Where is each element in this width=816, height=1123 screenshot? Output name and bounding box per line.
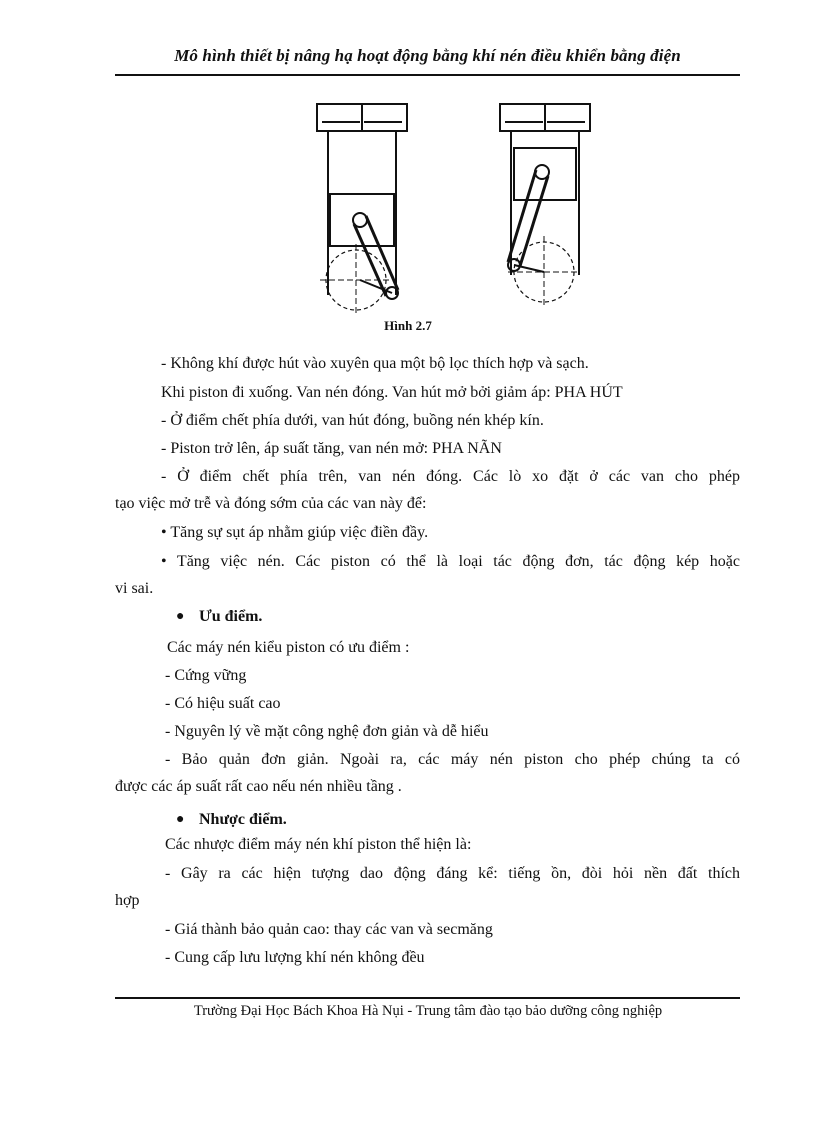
body-line: hợp bbox=[115, 892, 140, 909]
body-line: • Tăng việc nén. Các piston có thể là loại tác động đơn, tác động kép hoặc bbox=[161, 553, 740, 570]
header-rule bbox=[115, 74, 740, 76]
body-line: - Nguyên lý về mặt công nghệ đơn giản và dễ hiểu bbox=[165, 723, 489, 740]
body-line: - Cứng vững bbox=[165, 667, 247, 684]
right-piston bbox=[514, 148, 576, 200]
page-footer-text: Trường Đại Học Bách Khoa Hà Nụi - Trung tâm đào tạo bảo dưỡng công nghiệp bbox=[193, 1003, 663, 1019]
body-line: Các nhược điểm máy nén khí piston thể hiện là: bbox=[165, 836, 472, 853]
body-line: Khi piston đi xuống. Van nén đóng. Van hút mở bởi giảm áp: PHA HÚT bbox=[161, 384, 623, 401]
body-line: Các máy nén kiểu piston có ưu điểm : bbox=[167, 639, 410, 656]
body-line: - Gây ra các hiện tượng dao động đáng kể: tiếng ồn, đòi hỏi nền đất thích bbox=[165, 865, 740, 882]
body-line: • Tăng sự sụt áp nhằm giúp việc điền đầy. bbox=[161, 524, 429, 541]
footer-rule bbox=[115, 997, 740, 999]
body-line: tạo việc mở trễ và đóng sớm của các van này để: bbox=[115, 495, 427, 512]
body-line: - Piston trở lên, áp suất tăng, van nén mở: PHA NÃN bbox=[161, 440, 502, 457]
advantages-heading: Ưu điểm. bbox=[199, 608, 263, 625]
bullet-icon: ● bbox=[176, 812, 185, 827]
body-line: vi sai. bbox=[115, 580, 154, 597]
disadvantages-heading: Nhược điểm. bbox=[199, 811, 287, 828]
body-line: - Có hiệu suất cao bbox=[165, 695, 281, 712]
body-line: - Cung cấp lưu lượng khí nén không đều bbox=[165, 949, 425, 966]
page-header-title: Mô hình thiết bị nâng hạ hoạt động bằng khí nén điều khiển bằng điện bbox=[174, 46, 681, 65]
body-line: - Ở điểm chết phía trên, van nén đóng. Các lò xo đặt ở các van cho phép bbox=[161, 468, 740, 485]
figure-caption: Hình 2.7 bbox=[384, 318, 432, 333]
body-line: được các áp suất rất cao nếu nén nhiều tầng . bbox=[115, 778, 402, 795]
body-line: - Bảo quản đơn giản. Ngoài ra, các máy nén piston cho phép chúng ta có bbox=[165, 751, 740, 768]
piston-compressor-diagram bbox=[300, 100, 600, 322]
left-piston bbox=[330, 194, 394, 246]
body-line: - Ở điểm chết phía dưới, van hút đóng, buồng nén khép kín. bbox=[161, 412, 544, 429]
body-line: - Giá thành bảo quản cao: thay các van và secmăng bbox=[165, 921, 493, 938]
bullet-icon: ● bbox=[176, 609, 185, 624]
body-line: - Không khí được hút vào xuyên qua một bộ lọc thích hợp và sạch. bbox=[161, 355, 589, 372]
